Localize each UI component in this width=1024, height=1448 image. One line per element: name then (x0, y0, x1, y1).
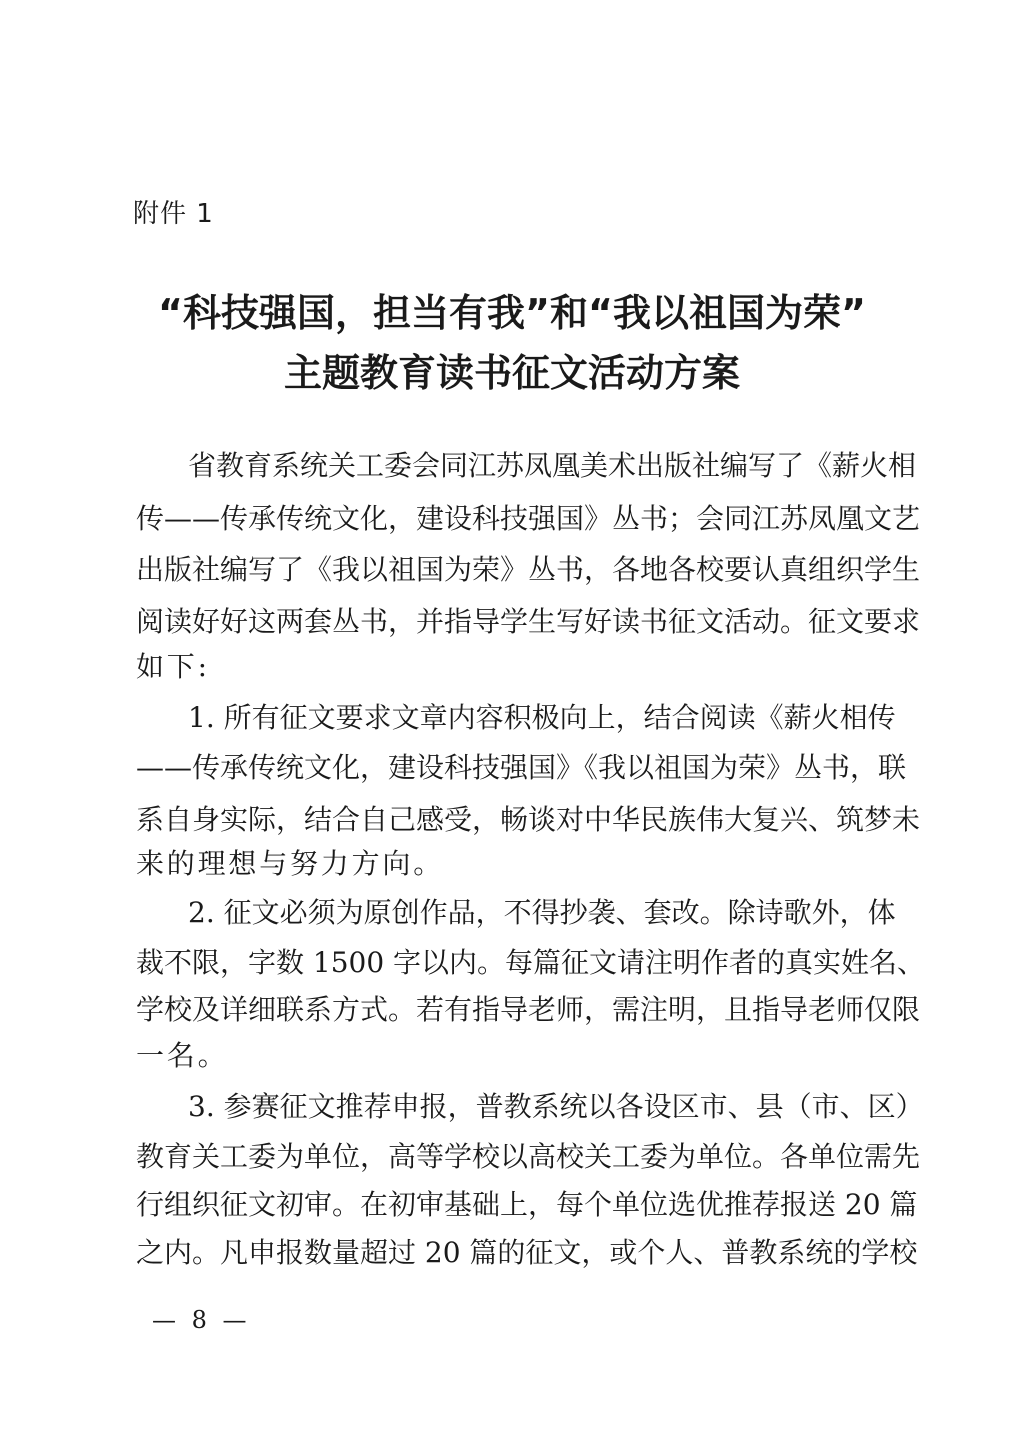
body-line: 教育关工委为单位，高等学校以高校关工委为单位。各单位需先 (136, 1140, 921, 1173)
page-number: — 8 — (152, 1306, 251, 1334)
body-line: 省教育系统关工委会同江苏凤凰美术出版社编写了《薪火相 (188, 449, 917, 482)
body-line: 阅读好好这两套丛书，并指导学生写好读书征文活动。征文要求 (136, 605, 921, 638)
document-title-line-1: “科技强国，担当有我”和“我以祖国为荣” (158, 291, 866, 335)
body-line: 3. 参赛征文推荐申报，普教系统以各设区市、县（市、区） (188, 1090, 924, 1123)
body-line: 1. 所有征文要求文章内容积极向上，结合阅读《薪火相传 (188, 701, 896, 734)
body-line: 来的理想与努力方向。 (136, 847, 445, 880)
body-line: 一名。 (136, 1039, 229, 1072)
body-line: 如下: (136, 650, 210, 683)
body-line: 系自身实际，结合自己感受，畅谈对中华民族伟大复兴、筑梦未 (136, 803, 921, 836)
body-line: 行组织征文初审。在初审基础上，每个单位选优推荐报送 20 篇 (136, 1188, 918, 1221)
body-line: 传——传承传统文化，建设科技强国》丛书；会同江苏凤凰文艺 (136, 502, 921, 535)
body-line: 裁不限，字数 1500 字以内。每篇征文请注明作者的真实姓名、 (136, 946, 926, 979)
body-line: ——传承传统文化，建设科技强国》《我以祖国为荣》丛书，联 (136, 751, 907, 784)
body-line: 学校及详细联系方式。若有指导老师，需注明，且指导老师仅限 (136, 993, 921, 1026)
body-line: 之内。凡申报数量超过 20 篇的征文，或个人、普教系统的学校 (136, 1236, 918, 1269)
body-line: 2. 征文必须为原创作品，不得抄袭、套改。除诗歌外，体 (188, 896, 896, 929)
document-title-line-2: 主题教育读书征文活动方案 (283, 351, 740, 395)
attachment-label: 附件 1 (133, 199, 214, 229)
body-line: 出版社编写了《我以祖国为荣》丛书，各地各校要认真组织学生 (136, 553, 921, 586)
